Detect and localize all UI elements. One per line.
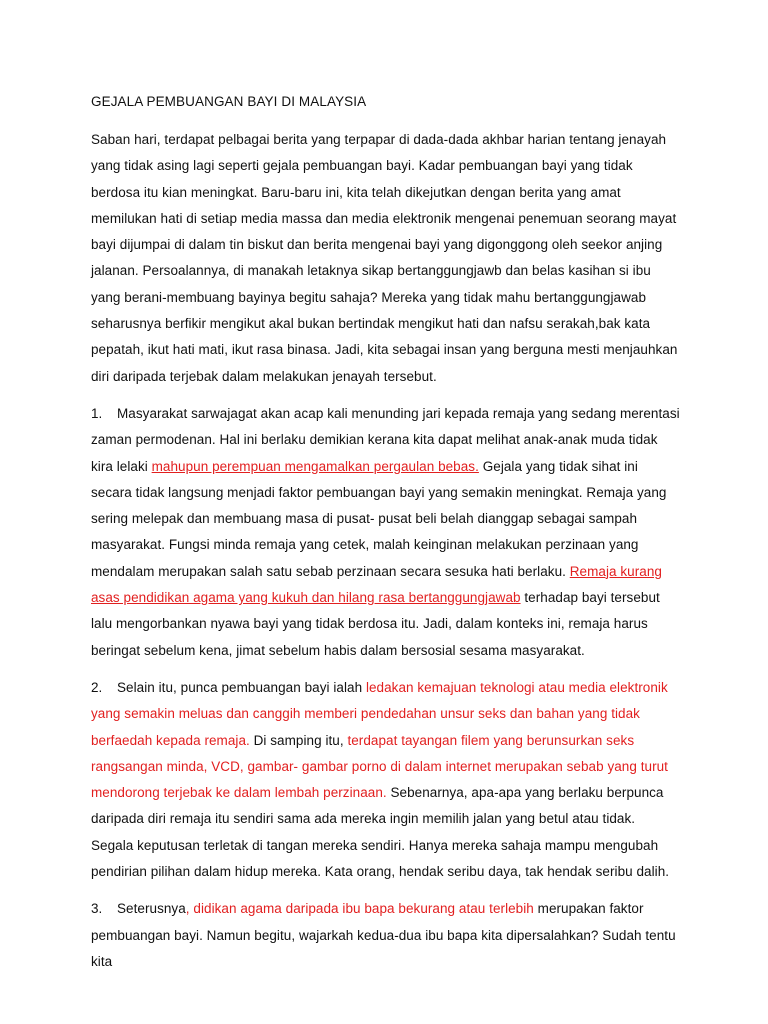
paragraph-2-number: 2.: [91, 679, 103, 695]
paragraph-2-text-a: Selain itu, punca pembuangan bayi ialah: [117, 679, 366, 695]
paragraph-2-highlight-a: ledakan kemajuan teknologi atau media elektronik yang semakin meluas dan canggih memberi pendedahan unsur seks dan bahan yang tidak berfaedah kepada remaja.: [91, 679, 668, 748]
intro-paragraph: Saban hari, terdapat pelbagai berita yang terpapar di dada-dada akhbar harian tentang jenayah yang tidak asing lagi seperti gejala pembuangan bayi. Kadar pembuangan bayi yang tidak berdosa itu kian meningkat. Baru-baru ini, kita telah dikejutkan dengan berita yang amat memilukan hati di setiap media massa dan media elektronik mengenai penemuan seorang mayat bayi dijumpai di dalam tin biskut dan berita mengenai bayi yang digonggong oleh seekor anjing jalanan. Persoalannya, di manakah letaknya sikap bertanggungjawb dan belas kasihan si ibu yang berani-membuang bayinya begitu sahaja? Mereka yang tidak mahu bertanggungjawab seharusnya berfikir mengikut akal bukan bertindak mengikut hati dan nafsu serakah,bak kata pepatah, ikut hati mati, ikut rasa binasa. Jadi, kita sebagai insan yang berguna mesti menjauhkan diri daripada terjebak dalam melakukan jenayah tersebut.: [91, 132, 678, 384]
paragraph-1-number: 1.: [91, 405, 103, 421]
paragraph-3-text-a: Seterusnya: [117, 901, 186, 917]
document-body: [91, 89, 681, 986]
paragraph-2-text-b: Di samping itu,: [249, 732, 348, 748]
paragraph-1-text-a: Masyarakat sarwajagat akan acap kali menunding jari kepada remaja yang sedang merentasi zaman permodenan. Hal ini berlaku demikian kerana kita dapat melihat anak-anak muda tidak kira lelaki: [91, 405, 680, 474]
paragraph-3: [91, 896, 681, 975]
paragraph-1-text-b: Gejala yang tidak sihat ini secara tidak langsung menjadi faktor pembuangan bayi yang semakin meningkat. Remaja yang sering melepak dan membuang masa di pusat- pusat beli belah dianggap sebagai sampah masyarakat. Fungsi minda remaja yang cetek, malah keinginan melakukan perzinaan yang mendalam merupakan salah satu sebab perzinaan secara sesuka hati berlaku.: [91, 458, 667, 579]
document-title: GEJALA PEMBUANGAN BAYI DI MALAYSIA: [91, 94, 367, 109]
paragraph-1-highlight-a: mahupun perempuan mengamalkan pergaulan bebas.: [151, 458, 479, 474]
paragraph-3-highlight-a: , didikan agama daripada ibu bapa bekurang atau terlebih: [185, 901, 534, 917]
paragraph-3-text-b: merupakan faktor pembuangan bayi. Namun begitu, wajarkah kedua-dua ibu bapa kita dipersalahkan? Sudah tentu kita: [91, 901, 676, 969]
paragraph-1-highlight-b: Remaja kurang asas pendidikan agama yang kukuh dan hilang rasa bertanggungjawab: [91, 563, 662, 606]
paragraph-2-text-c: Sebenarnya, apa-apa yang berlaku berpunca daripada diri remaja itu sendiri sama ada mereka ingin memilih jalan yang betul atau tidak. Segala keputusan terletak di tangan mereka sendiri. Hanya mereka sahaja mampu mengubah pendirian pilihan dalam hidup mereka. Kata orang, hendak seribu daya, tak hendak seribu dalih.: [91, 785, 670, 880]
paragraph-1: [91, 401, 681, 664]
paragraph-2-highlight-b: terdapat tayangan filem yang berunsurkan seks rangsangan minda, VCD, gambar- gambar porno di dalam internet merupakan sebab yang turut mendorong terjebak ke dalam lembah perzinaan.: [91, 732, 668, 801]
paragraph-2: [91, 675, 681, 885]
paragraph-3-number: 3.: [91, 901, 103, 917]
paragraph-1-text-c: terhadap bayi tersebut lalu mengorbankan nyawa bayi yang tidak berdosa itu. Jadi, dalam konteks ini, remaja harus beringat sebelum kena, jimat sebelum habis dalam bersosial sesama masyarakat.: [91, 590, 660, 658]
